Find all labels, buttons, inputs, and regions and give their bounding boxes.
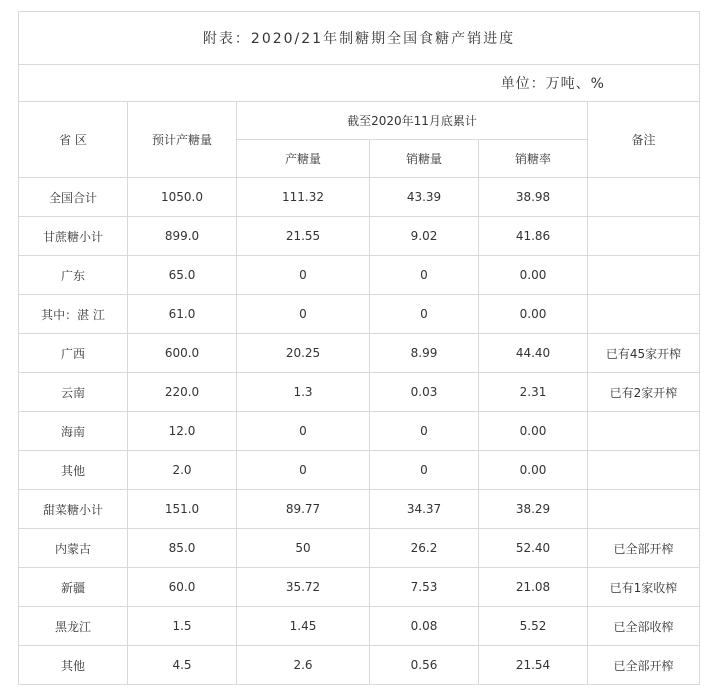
header-rate: 销糖率 <box>479 140 588 178</box>
cell-planned: 65.0 <box>128 256 237 295</box>
cell-output: 2.6 <box>237 646 370 685</box>
cell-planned: 899.0 <box>128 217 237 256</box>
table-row <box>19 373 700 412</box>
cell-region: 其中：湛 江 <box>19 295 128 334</box>
cell-planned: 600.0 <box>128 334 237 373</box>
cell-output: 50 <box>237 529 370 568</box>
table-row <box>19 568 700 607</box>
cell-output: 1.3 <box>237 373 370 412</box>
cell-rate: 41.86 <box>479 217 588 256</box>
table-title: 附表：2020/21年制糖期全国食糖产销进度 <box>19 12 700 65</box>
cell-note <box>588 256 700 295</box>
cell-rate: 0.00 <box>479 412 588 451</box>
cell-region: 黑龙江 <box>19 607 128 646</box>
cell-sales: 8.99 <box>370 334 479 373</box>
cell-rate: 5.52 <box>479 607 588 646</box>
cell-note <box>588 451 700 490</box>
cell-rate: 0.00 <box>479 451 588 490</box>
cell-output: 0 <box>237 256 370 295</box>
header-note: 备注 <box>588 102 700 178</box>
cell-rate: 0.00 <box>479 295 588 334</box>
cell-planned: 151.0 <box>128 490 237 529</box>
cell-note <box>588 490 700 529</box>
table-row <box>19 490 700 529</box>
cell-rate: 21.54 <box>479 646 588 685</box>
cell-sales: 0.08 <box>370 607 479 646</box>
cell-planned: 60.0 <box>128 568 237 607</box>
cell-planned: 61.0 <box>128 295 237 334</box>
cell-rate: 44.40 <box>479 334 588 373</box>
table-row <box>19 178 700 217</box>
header-output: 产糖量 <box>237 140 370 178</box>
header-cumulative: 截至2020年11月底累计 <box>237 102 588 140</box>
cell-sales: 0 <box>370 256 479 295</box>
cell-region: 海南 <box>19 412 128 451</box>
header-sales: 销糖量 <box>370 140 479 178</box>
cell-output: 89.77 <box>237 490 370 529</box>
cell-sales: 0.56 <box>370 646 479 685</box>
cell-output: 0 <box>237 451 370 490</box>
table-row <box>19 217 700 256</box>
cell-output: 20.25 <box>237 334 370 373</box>
table-row <box>19 529 700 568</box>
cell-note: 已全部收榨 <box>588 607 700 646</box>
header-province: 省 区 <box>19 102 128 178</box>
cell-output: 35.72 <box>237 568 370 607</box>
cell-region: 甜菜糖小计 <box>19 490 128 529</box>
cell-sales: 26.2 <box>370 529 479 568</box>
cell-output: 0 <box>237 295 370 334</box>
cell-planned: 12.0 <box>128 412 237 451</box>
cell-region: 云南 <box>19 373 128 412</box>
cell-note: 已全部开榨 <box>588 529 700 568</box>
cell-sales: 34.37 <box>370 490 479 529</box>
cell-note: 已有2家开榨 <box>588 373 700 412</box>
cell-rate: 52.40 <box>479 529 588 568</box>
sugar-production-table <box>18 11 700 685</box>
cell-sales: 0.03 <box>370 373 479 412</box>
cell-output: 0 <box>237 412 370 451</box>
cell-note: 已全部开榨 <box>588 646 700 685</box>
cell-planned: 220.0 <box>128 373 237 412</box>
cell-rate: 38.98 <box>479 178 588 217</box>
cell-region: 其他 <box>19 451 128 490</box>
cell-region: 新疆 <box>19 568 128 607</box>
cell-planned: 85.0 <box>128 529 237 568</box>
cell-planned: 2.0 <box>128 451 237 490</box>
cell-region: 全国合计 <box>19 178 128 217</box>
cell-planned: 1.5 <box>128 607 237 646</box>
cell-output: 1.45 <box>237 607 370 646</box>
cell-note <box>588 412 700 451</box>
cell-rate: 38.29 <box>479 490 588 529</box>
sugar-table-container <box>18 11 700 685</box>
cell-output: 111.32 <box>237 178 370 217</box>
table-row <box>19 451 700 490</box>
cell-planned: 4.5 <box>128 646 237 685</box>
cell-rate: 2.31 <box>479 373 588 412</box>
cell-rate: 21.08 <box>479 568 588 607</box>
cell-sales: 0 <box>370 295 479 334</box>
header-planned: 预计产糖量 <box>128 102 237 178</box>
table-row <box>19 334 700 373</box>
table-row <box>19 607 700 646</box>
cell-sales: 9.02 <box>370 217 479 256</box>
table-row <box>19 646 700 685</box>
cell-note <box>588 217 700 256</box>
cell-sales: 0 <box>370 412 479 451</box>
cell-rate: 0.00 <box>479 256 588 295</box>
cell-note: 已有45家开榨 <box>588 334 700 373</box>
table-row <box>19 412 700 451</box>
table-row <box>19 295 700 334</box>
cell-region: 广东 <box>19 256 128 295</box>
unit-label: 单位：万吨、% <box>19 65 700 102</box>
cell-region: 广西 <box>19 334 128 373</box>
cell-region: 甘蔗糖小计 <box>19 217 128 256</box>
cell-sales: 43.39 <box>370 178 479 217</box>
cell-sales: 7.53 <box>370 568 479 607</box>
cell-note <box>588 295 700 334</box>
cell-planned: 1050.0 <box>128 178 237 217</box>
cell-region: 内蒙古 <box>19 529 128 568</box>
cell-output: 21.55 <box>237 217 370 256</box>
cell-sales: 0 <box>370 451 479 490</box>
cell-region: 其他 <box>19 646 128 685</box>
cell-note: 已有1家收榨 <box>588 568 700 607</box>
cell-note <box>588 178 700 217</box>
table-row <box>19 256 700 295</box>
